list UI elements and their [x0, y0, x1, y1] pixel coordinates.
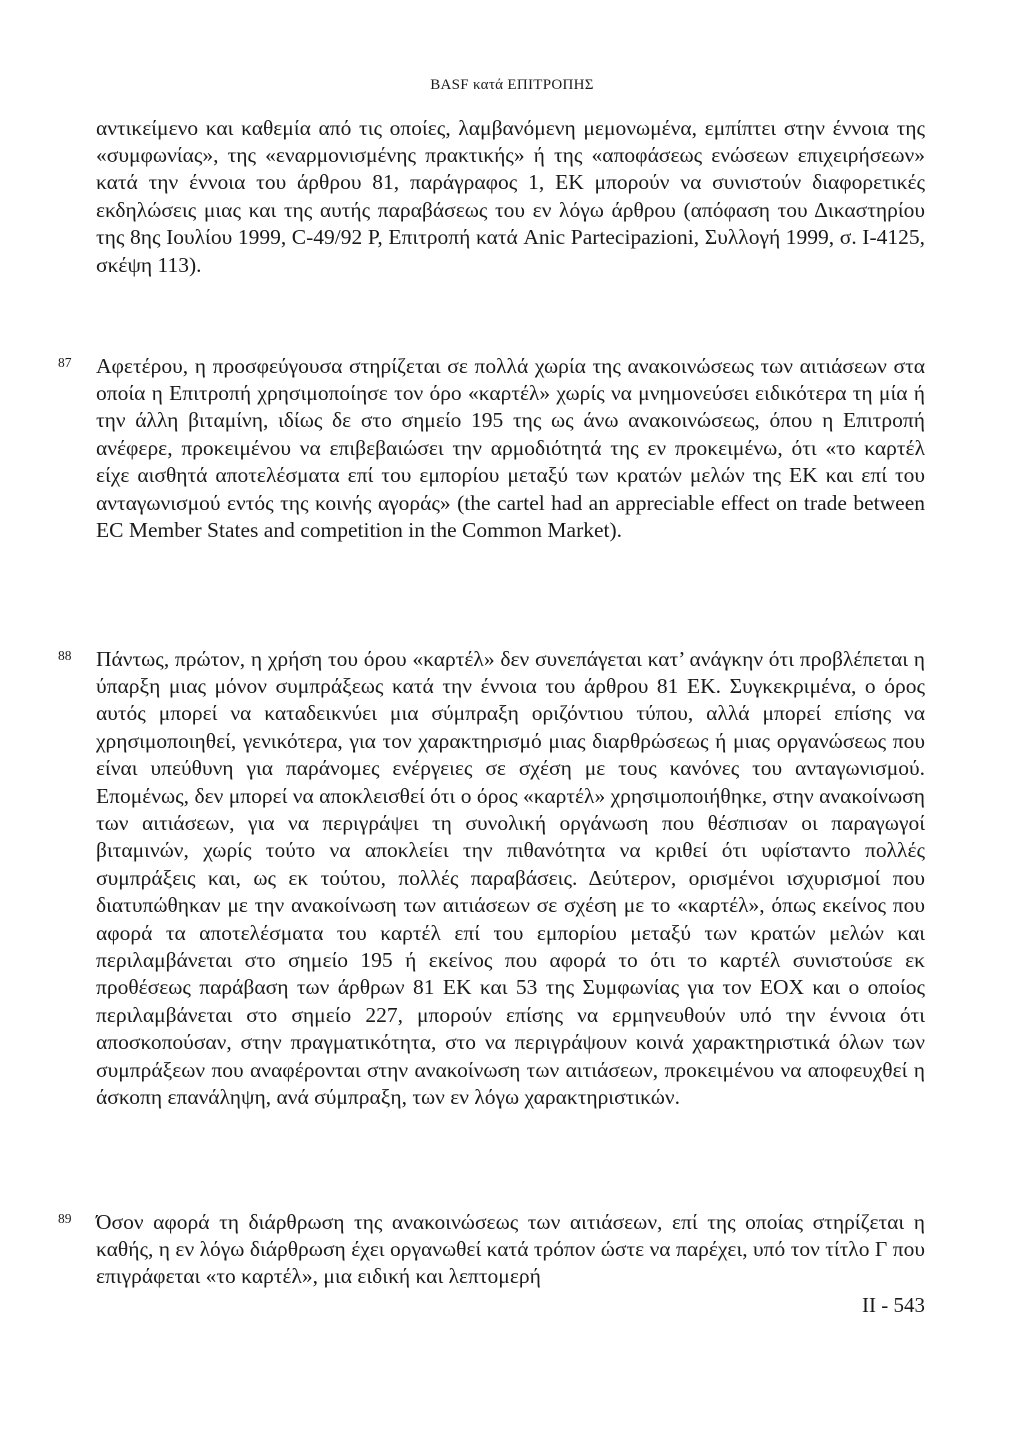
paragraph-88: Πάντως, πρώτον, η χρήση του όρου «καρτέλ» δεν συνεπάγεται κατ’ ανάγκην ότι προβλέπεται η ύπαρξη μιας μόνον συμπράξεως κατά την έννοια του άρθρου 81 ΕΚ. Συγκεκριμένα, ο όρος αυτός μπορεί να καταδεικνύει μια σύμπραξη οριζόντιου τύπου, αλλά μπορεί επίσης να χρησιμοποιηθεί, γενικότερα, για τον χαρακτηρισμό μιας διαρθρώσεως ή μιας οργανώσεως που είναι υπεύθυνη για παράνομες ενέργειες σε σχέση με τους κανόνες του ανταγωνισμού. Επομένως, δεν μπορεί να αποκλεισθεί ότι ο όρος «καρτέλ» χρησιμοποιήθηκε, στην ανακοίνωση των αιτιάσεων, για να περιγράψει τη συνολική οργάνωση που θέσπισαν οι παραγωγοί βιταμινών, χωρίς τούτο να αποκλείει την πιθανότητα να κριθεί ότι υφίσταντο πολλές συμπράξεις και, ως εκ τούτου, πολλές παραβάσεις. Δεύτερον, ορισμένοι ισχυρισμοί που διατυπώθηκαν με την ανακοίνωση των αιτιάσεων σε σχέση με το «καρτέλ», όπως εκείνος που αφορά τα αποτελέσματα του καρτέλ επί του εμπορίου μεταξύ των κρατών μελών και περιλαμβάνεται στο σημείο 195 ή εκείνος που αφορά το ότι το καρτέλ συνιστούσε εκ προθέσεως παράβαση των άρθρων 81 ΕΚ και 53 της Συμφωνίας για τον ΕΟΧ και ο οποίος περιλαμβάνεται στο σημείο 227, μπορούν επίσης να ερμηνευθούν υπό την έννοια ότι αποσκοπούσαν, στην πραγματικότητα, στο να περιγράψουν κοινά χαρακτηριστικά όλων των συμπράξεων που αναφέρονται στην ανακοίνωση των αιτιάσεων, προκειμένου να αποφευχθεί η άσκοπη επανάληψη, ανά σύμπραξη, των εν λόγω χαρακτηριστικών.	[96, 646, 925, 1109]
paragraph-number-89: 89	[58, 1211, 72, 1226]
page-number: II - 543	[862, 1293, 925, 1317]
paragraph-89: Όσον αφορά τη διάρθρωση της ανακοινώσεως των αιτιάσεων, επί της οποίας στηρίζεται η καθής, η εν λόγω διάρθρωση έχει οργανωθεί κατά τρόπον ώστε να παρέχει, υπό τον τίτλο Γ που επιγράφεται «το καρτέλ», μια ειδική και λεπτομερή	[96, 1209, 925, 1289]
paragraph-87: Αφετέρου, η προσφεύγουσα στηρίζεται σε πολλά χωρία της ανακοινώσεως των αιτιάσεων στα οποία η Επιτροπή χρησιμοποίησε τον όρο «καρτέλ» χωρίς να μνημονεύσει ειδικότερα τη μία ή την άλλη βιταμίνη, ιδίως δε στο σημείο 195 της ως άνω ανακοινώσεως, όπου η Επιτροπή ανέφερε, προκειμένου να επιβεβαιώσει την αρμοδιότητά της εν προκειμένω, ότι «το καρτέλ είχε αισθητά αποτελέσματα επί του εμπορίου μεταξύ των κρατών μελών της ΕΚ και επί του ανταγωνισμού εντός της κοινής αγοράς» (the cartel had an appreciable effect on trade between EC Member States and competition in the Common Market).	[96, 353, 925, 542]
running-header: BASF κατά ΕΠΙΤΡΟΠΗΣ	[430, 77, 594, 93]
paragraph-number-87: 87	[58, 355, 72, 370]
paragraph-continued: αντικείμενο και καθεμία από τις οποίες, λαμβανόμενη μεμονωμένα, εμπίπτει στην έννοια της «συμφωνίας», της «εναρμονισμένης πρακτικής» ή της «αποφάσεως ενώσεων επιχειρήσεων» κατά την έννοια του άρθρου 81, παράγραφος 1, ΕΚ μπορούν να συνιστούν διαφορετικές εκδηλώσεις μιας και της αυτής παραβάσεως του εν λόγω άρθρου (απόφαση του Δικαστηρίου της 8ης Ιουλίου 1999, C-49/92 P, Επιτροπή κατά Anic Partecipazioni, Συλλογή 1999, σ. I-4125, σκέψη 113).	[96, 115, 925, 277]
paragraph-number-88: 88	[58, 648, 72, 663]
